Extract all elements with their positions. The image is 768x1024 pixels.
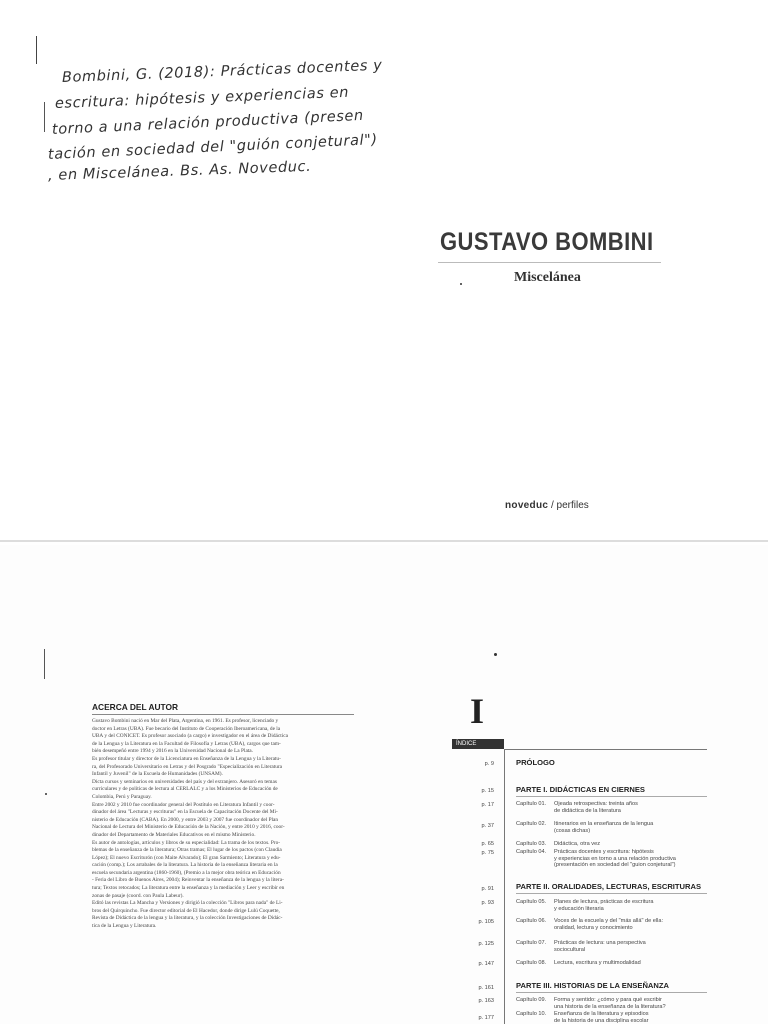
bio-line: dinador del área "Lecturas y escrituras" en la Escuela de Capacitación Docente del Mi- xyxy=(92,809,278,816)
toc-page-number: p. 125 xyxy=(478,941,494,947)
bio-line: Entre 2002 y 2010 fue coordinador general del Postítulo en Literatura Infantil y coor- xyxy=(92,801,275,808)
chapter-title: Ojeada retrospectiva: treinta años xyxy=(554,801,638,807)
toc-page-number: p. 17 xyxy=(481,802,494,808)
chapter-number: Capítulo 05. xyxy=(516,899,547,905)
bio-line: Nacional de Lectura del Ministerio de Educación de la Nación, y entre 2010 y 2016, coor- xyxy=(92,824,285,831)
bio-line: Dicta cursos y seminarios en universidades del país y del extranjero. Asesoró en temas xyxy=(92,778,277,785)
toc-chapter xyxy=(516,1011,649,1024)
index-rule xyxy=(504,749,707,750)
toc-prologo: PRÓLOGO xyxy=(516,758,555,767)
author-name: GUSTAVO BOMBINI xyxy=(440,228,654,256)
bio-line: Colombia, Perú y Paraguay. xyxy=(92,793,152,800)
bio-line: - Feria del Libro de Buenos Aires, 2004); Reinventar la enseñanza de la lengua y la litera- xyxy=(92,877,284,884)
toc-chapter xyxy=(516,960,641,967)
bio-line: López); El nuevo Escriturón (con Maite Alvarado); El gran Sarmiento; Literatura y edu- xyxy=(92,854,281,861)
toc-part-title: PARTE III. HISTORIAS DE LA ENSEÑANZA xyxy=(516,981,670,990)
chapter-title-cont: y educación literaria xyxy=(554,905,604,912)
toc-chapter xyxy=(516,841,600,848)
toc-page-number: p. 163 xyxy=(478,998,494,1004)
scan-speck xyxy=(460,283,462,285)
publisher-logo xyxy=(505,500,589,511)
toc-page-number: p. 65 xyxy=(481,841,494,847)
toc-page-number: p. 37 xyxy=(481,823,494,829)
publisher-brand: noveduc xyxy=(505,500,549,511)
chapter-title: Didáctica, otra vez xyxy=(554,841,601,847)
chapter-title-cont: de didáctica de la literatura xyxy=(554,807,621,814)
toc-chapter xyxy=(516,801,638,814)
book-interior-spread xyxy=(0,545,768,1024)
handwritten-line: escritura: hipótesis y experiencias en xyxy=(54,84,350,112)
chapter-title: Prácticas de lectura: una perspectiva xyxy=(554,940,646,946)
title-divider xyxy=(438,262,661,263)
bio-line: Revista de Didáctica de la lengua y la literatura, y la colección Investigaciones de Didác- xyxy=(92,915,283,922)
bio-line: doctor en Letras (UBA). Fue becario del Instituto de Cooperación Iberoamericana, de la xyxy=(92,725,281,732)
bio-line: Gustavo Bombini nació en Mar del Plata, Argentina, en 1961. Es profesor, licenciado y xyxy=(92,718,279,724)
bio-line: bros del Quirquincho. Fue director editorial de El Hacedor, donde dirige Lulú Coquette, xyxy=(92,907,280,914)
handwritten-line: , en Miscelánea. Bs. As. Noveduc. xyxy=(47,158,312,184)
bio-line: cación (comp.); Los arrabales de la literatura. La historia de la enseñanza literaria en la xyxy=(92,862,278,869)
bio-line: zonas de pasaje (coord. con Paula Labeur). xyxy=(92,892,184,899)
toc-chapter xyxy=(516,918,663,931)
toc-chapter xyxy=(516,849,676,869)
chapter-number: Capítulo 06. xyxy=(516,918,547,924)
chapter-title-cont: de la historia de una disciplina escolar xyxy=(554,1017,649,1024)
toc-part-title: PARTE II. ORALIDADES, LECTURAS, ESCRITURAS xyxy=(516,882,702,891)
chapter-title-cont: (cosas dichas) xyxy=(554,827,591,834)
heading-rule xyxy=(92,714,354,715)
page-edge-mark xyxy=(44,649,45,679)
chapter-number: Capítulo 02. xyxy=(516,821,547,827)
index-column-divider xyxy=(504,749,505,1024)
bio-line: Es autor de antologías, artículos y libros de su especialidad: La trama de los textos. Pro- xyxy=(92,839,281,846)
handwritten-line: tación en sociedad del "guión conjetural") xyxy=(47,132,379,163)
bio-line: de la Lengua y la Literatura en la Facultad de Filosofía y Letras (UBA), cargos que tam- xyxy=(92,740,281,747)
book-title: Miscelánea xyxy=(514,270,581,285)
chapter-title-cont: una historia de la enseñanza de la literatura? xyxy=(554,1003,666,1010)
toc-chapter xyxy=(516,899,654,912)
index-label: ÍNDICE xyxy=(452,739,504,749)
handwritten-line: torno a una relación productiva (presen xyxy=(51,107,365,138)
toc-chapter xyxy=(516,821,653,834)
scan-speck xyxy=(494,653,497,656)
chapter-number: Capítulo 03. xyxy=(516,841,547,847)
chapter-title-cont: oralidad, lectura y conocimiento xyxy=(554,924,633,931)
page-edge-mark xyxy=(44,102,45,132)
bio-line: ra, del Profesorado Universitario en Letras y del Posgrado "Especialización en Literatura xyxy=(92,763,283,770)
scan-speck xyxy=(45,793,47,795)
bio-line: tica de la Lengua y Literatura. xyxy=(92,923,157,930)
toc-part-rule xyxy=(516,992,707,993)
chapter-number: Capítulo 04. xyxy=(516,849,547,855)
toc-page-number: p. 91 xyxy=(481,886,494,892)
bio-line: curriculares y de políticas de lectura al CERLALC y a los Ministerios de Educación de xyxy=(92,786,278,793)
toc-page-number: p. 177 xyxy=(478,1015,494,1021)
bio-line: Editó las revistas La Mancha y Versiones y dirigió la colección "Libros para nada" de Li- xyxy=(92,900,283,907)
publisher-series: / perfiles xyxy=(548,500,589,511)
toc-page-number: p. 161 xyxy=(478,985,494,991)
chapter-number: Capítulo 07. xyxy=(516,940,547,946)
toc-page-number: p. 15 xyxy=(481,788,494,794)
bio-line: escuela secundaria argentina (1860-1960), (Premio a la mejor obra teórica en Educación xyxy=(92,869,281,876)
bio-line: tura; Textos retocados; La literatura entre la enseñanza y la mediación y Leer y escribir en xyxy=(92,885,285,892)
toc-chapter xyxy=(516,997,666,1010)
page-edge-mark xyxy=(0,540,768,542)
chapter-number: Capítulo 09. xyxy=(516,997,547,1003)
chapter-title: Forma y sentido: ¿cómo y para qué escribir xyxy=(554,997,662,1003)
chapter-number: Capítulo 10. xyxy=(516,1011,547,1017)
page-edge-mark xyxy=(36,36,37,64)
bio-line: UBA y del CONICET. Es profesor asociado (a cargo) e investigador en el área de Didáctica xyxy=(92,733,288,740)
author-bio xyxy=(92,718,354,931)
about-author-heading: ACERCA DEL AUTOR xyxy=(92,702,179,712)
chapter-title: Enseñanza de la literatura y episodios xyxy=(554,1011,649,1017)
chapter-title: Voces de la escuela y del "más allá" de ella: xyxy=(554,918,664,924)
chapter-title-cont: y experiencias en torno a una relación productiva xyxy=(554,855,676,862)
toc-part-rule xyxy=(516,796,707,797)
toc-part-title: PARTE I. DIDÁCTICAS EN CIERNES xyxy=(516,785,645,794)
chapter-number: Capítulo 01. xyxy=(516,801,547,807)
chapter-title: Itinerarios en la enseñanza de la lengua xyxy=(554,821,654,827)
chapter-title: Prácticas docentes y escritura: hipótesis xyxy=(554,849,654,855)
chapter-title: Lectura, escritura y multimodalidad xyxy=(554,960,641,966)
chapter-title-cont: sociocultural xyxy=(554,946,586,953)
bio-line: nisterio de Educación (CABA). En 2000, y entre 2003 y 2007 fue coordinador del Plan xyxy=(92,816,279,823)
bio-line: Es profesor titular y director de la Licenciatura en Enseñanza de la Lengua y la Literatu- xyxy=(92,755,281,762)
toc-page-number: p. 9 xyxy=(484,761,494,767)
section-numeral: I xyxy=(470,691,485,731)
toc-page-number: p. 93 xyxy=(481,900,494,906)
toc-part-rule xyxy=(516,893,707,894)
chapter-number: Capítulo 08. xyxy=(516,960,547,966)
bio-line: dinador del Departamento de Materiales Educativos en el mismo Ministerio. xyxy=(92,831,256,838)
chapter-title-cont: (presentación en sociedad del "guion conjetural") xyxy=(554,862,676,869)
toc-page-number: p. 75 xyxy=(481,850,494,856)
toc-page-number: p. 105 xyxy=(478,919,494,925)
toc-chapter xyxy=(516,940,646,953)
chapter-title: Planes de lectura, prácticas de escritura xyxy=(554,899,654,905)
bio-line: bién desempeñó entre 1994 y 2016 en la Universidad Nacional de La Plata. xyxy=(92,748,254,755)
bio-line: blemas de la enseñanza de la literatura; Otras tramas; El lugar de los pactos (con Claudia xyxy=(92,847,282,854)
handwritten-line: Bombini, G. (2018): Prácticas docentes y xyxy=(61,57,383,86)
bio-line: Infantil y Juvenil" de la Escuela de Humanidades (UNSAM). xyxy=(92,771,223,778)
toc-page-number: p. 147 xyxy=(478,961,494,967)
